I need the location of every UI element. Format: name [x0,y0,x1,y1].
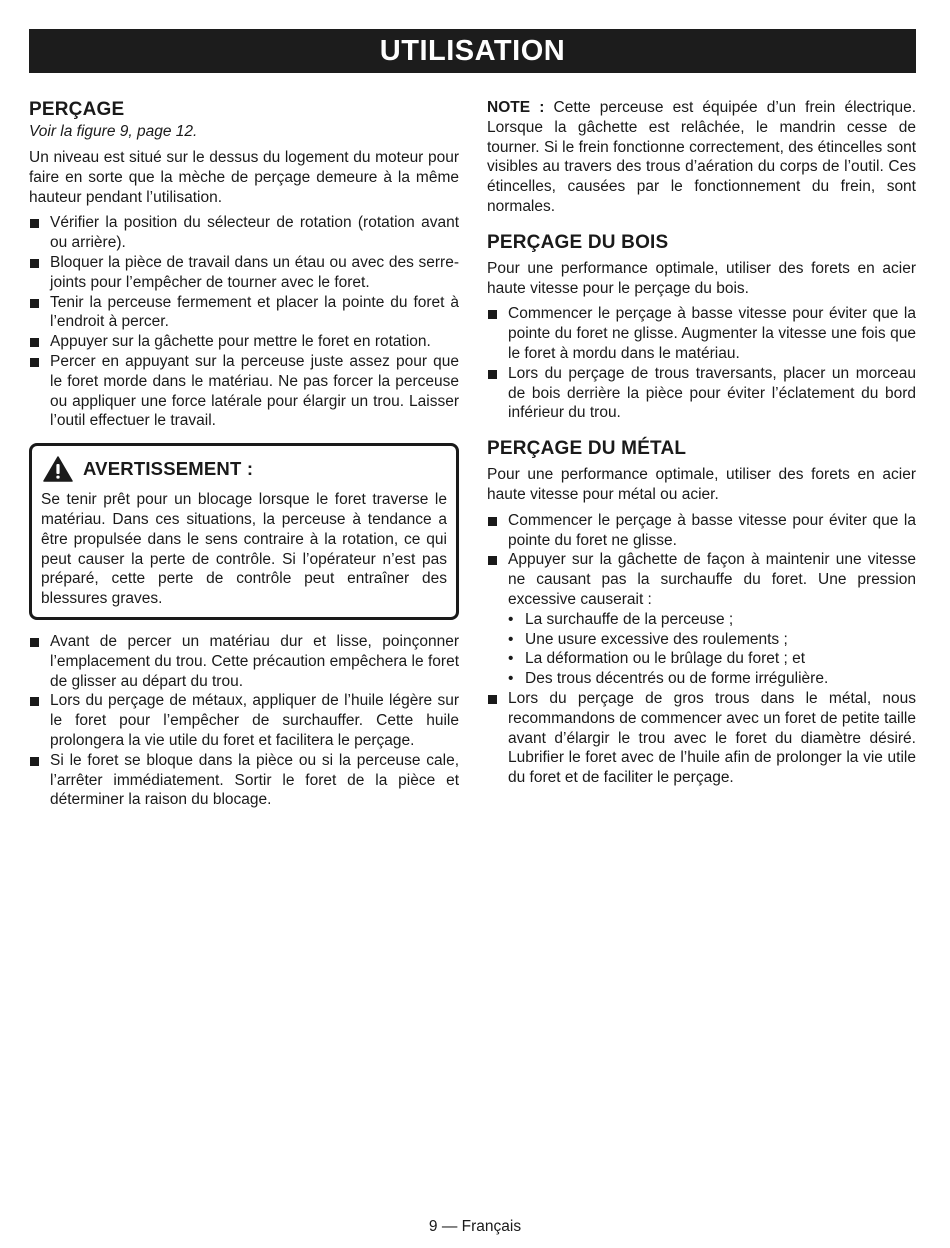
figure-reference: Voir la figure 9, page 12. [29,123,198,140]
note-text: Cette perceuse est équipée d’un frein électrique. Lorsque la gâchette est relâchée, le mandrin cesse de tourner. Si le frein fonctionne correctement, des étincelles sont visibles au travers des trous d’aération du corps de l’outil. Ces étincelles, causées par le fonctionnement du frein, sont normales. [487,99,916,215]
list-item: Avant de percer un matériau dur et lisse, poinçonner l’emplacement du trou. Cette précaution empêchera le foret de glisser au départ du trou. [29,632,459,691]
wood-intro: Pour une performance optimale, utiliser des forets en acier haute vitesse pour le perçage du bois. [487,259,916,297]
intro-paragraph: Un niveau est situé sur le dessus du logement du moteur pour faire en sorte que la mèche de perçage demeure à la même hauteur pendant l’utilisation. [29,149,459,206]
list-item: Lors du perçage de métaux, appliquer de l’huile légère sur le foret pour l’empêcher de surchauffer. Cette huile prolongera la vie utile du foret et facilitera le perçage. [29,691,459,750]
section-title-wood: PERÇAGE DU BOIS [487,231,669,253]
list-item: Tenir la perceuse fermement et placer la pointe du foret à l’endroit à percer. [29,293,459,333]
list-item: Si le foret se bloque dans la pièce ou si la perceuse cale, l’arrêter immédiatement. Sortir le foret de la pièce et déterminer la raison du blocage. [29,751,459,810]
left-column [29,98,459,810]
list-item: Bloquer la pièce de travail dans un étau ou avec des serre-joints pour l’empêcher de tourner avec le foret. [29,253,459,293]
tips-list [29,632,459,810]
steps-list [29,213,459,431]
metal-section [487,437,916,788]
note-label: NOTE : [487,99,545,116]
sublist-item: • La surchauffe de la perceuse ; [508,610,916,630]
list-item-text: Appuyer sur la gâchette de façon à maintenir une vitesse ne causant pas la surchauffe du foret. Une pression excessive causerait : [508,551,916,608]
sublist-item: • Une usure excessive des roulements ; [508,630,916,650]
list-item: Appuyer sur la gâchette pour mettre le foret en rotation. [29,332,459,352]
metal-sublist [508,610,916,689]
wood-section [487,231,916,423]
list-item: Percer en appuyant sur la perceuse juste assez pour que le foret morde dans le matériau. Ne pas forcer la perceuse ou appliquer une force latérale pour élargir un trou. Laisser l’outil effectuer le travail. [29,352,459,431]
list-item [487,550,916,689]
section-title-percage: PERÇAGE [29,99,125,120]
section-title-metal: PERÇAGE DU MÉTAL [487,438,687,460]
list-item: Lors du perçage de gros trous dans le métal, nous recommandons de commencer avec un foret de petite taille avant d’élargir le trou avec le foret du diamètre désiré. Lubrifier le foret avec de l’huile afin de prolonger la vie utile du foret et de faciliter le perçage. [487,689,916,788]
warning-title: AVERTISSEMENT : [83,458,254,480]
warning-header [41,456,447,482]
list-item: Commencer le perçage à basse vitesse pour éviter que la pointe du foret ne glisse. Augmenter la vitesse une fois que le foret à mordu dans le matériau. [487,304,916,363]
section-banner: UTILISATION [29,29,916,73]
metal-list [487,511,916,788]
list-item: Lors du perçage de trous traversants, placer un morceau de bois derrière la pièce pour éviter l’éclatement du bord inférieur du trou. [487,364,916,423]
metal-intro: Pour une performance optimale, utiliser des forets en acier haute vitesse pour métal ou acier. [487,466,916,503]
warning-box [29,443,459,620]
right-column [487,98,916,788]
page-footer: 9 — Français [428,1218,522,1235]
warning-triangle-icon [43,456,73,482]
list-item: Commencer le perçage à basse vitesse pour éviter que la pointe du foret ne glisse. [487,511,916,551]
warning-text: Se tenir prêt pour un blocage lorsque le foret traverse le matériau. Dans ces situations, la perceuse à tendance a être propulsée dans le sens contraire à la rotation, ce qui peut causer la perte de contrôle. Si l’opérateur n’est pas préparé, cette perte de contrôle peut entraîner des blessures graves. [41,491,447,608]
wood-list [487,304,916,423]
note-paragraph [487,98,916,217]
sublist-item: • La déformation ou le brûlage du foret ; et [508,649,916,669]
sublist-item: • Des trous décentrés ou de forme irrégulière. [508,669,916,689]
list-item: Vérifier la position du sélecteur de rotation (rotation avant ou arrière). [29,213,459,253]
